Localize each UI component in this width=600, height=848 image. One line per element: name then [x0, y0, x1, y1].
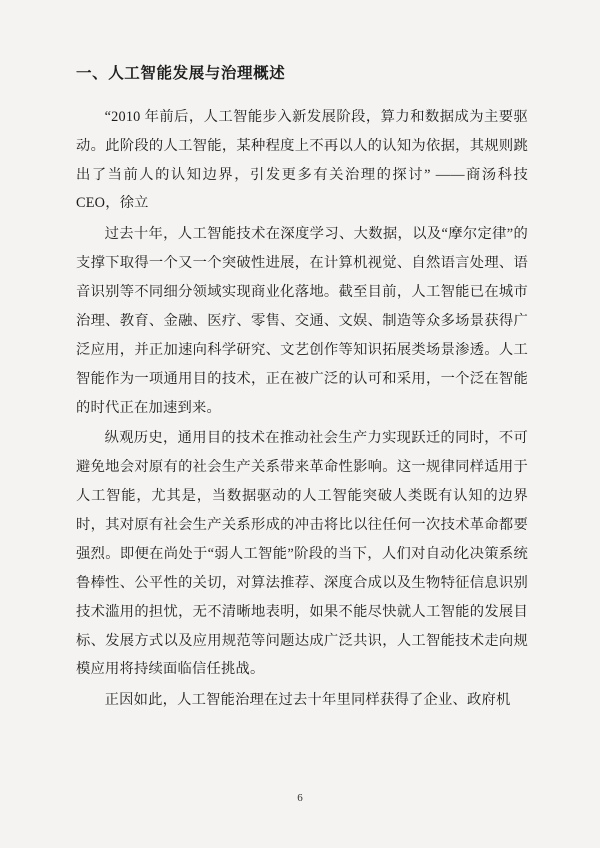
- paragraph-quote: “2010 年前后，人工智能步入新发展阶段，算力和数据成为主要驱动。此阶段的人工智能，某种程度上不再以人的认知为依据，其规则跳出了当前人的认知边界，引发更多有关治理的探讨” ——商汤科技 CEO，徐立: [76, 108, 528, 212]
- paragraph-body-1: 过去十年，人工智能技术在深度学习、大数据，以及“摩尔定律”的支撑下取得一个又一个突破性进展，在计算机视觉、自然语言处理、语音识别等不同细分领域实现商业化落地。截至目前，人工智能已在城市治理、教育、金融、医疗、零售、交通、文娱、制造等众多场景获得广泛应用，并正加速向科学研究、文艺创作等知识拓展类场景渗透。人工智能作为一项通用目的技术，正在被广泛的认可和采用，一个泛在智能的时代正在加速到来。: [76, 226, 528, 416]
- paragraph-body-2: 纵观历史，通用目的技术在推动社会生产力实现跃迁的同时，不可避免地会对原有的社会生产关系带来革命性影响。这一规律同样适用于人工智能，尤其是，当数据驱动的人工智能突破人类既有认知的边界时，其对原有社会生产关系形成的冲击将比以往任何一次技术革命都要强烈。即便在尚处于“弱人工智能”阶段的当下，人们对自动化决策系统鲁棒性、公平性的关切，对算法推荐、深度合成以及生物特征信息识别技术滥用的担忧，无不清晰地表明，如果不能尽快就人工智能的发展目标、发展方式以及应用规范等问题达成广泛共识，人工智能技术走向规模应用将持续面临信任挑战。: [76, 430, 528, 678]
- paragraph-body-3: 正因如此，人工智能治理在过去十年里同样获得了企业、政府机: [104, 692, 511, 709]
- page-number: 6: [297, 792, 303, 804]
- section-heading: 一、人工智能发展与治理概述: [76, 65, 286, 82]
